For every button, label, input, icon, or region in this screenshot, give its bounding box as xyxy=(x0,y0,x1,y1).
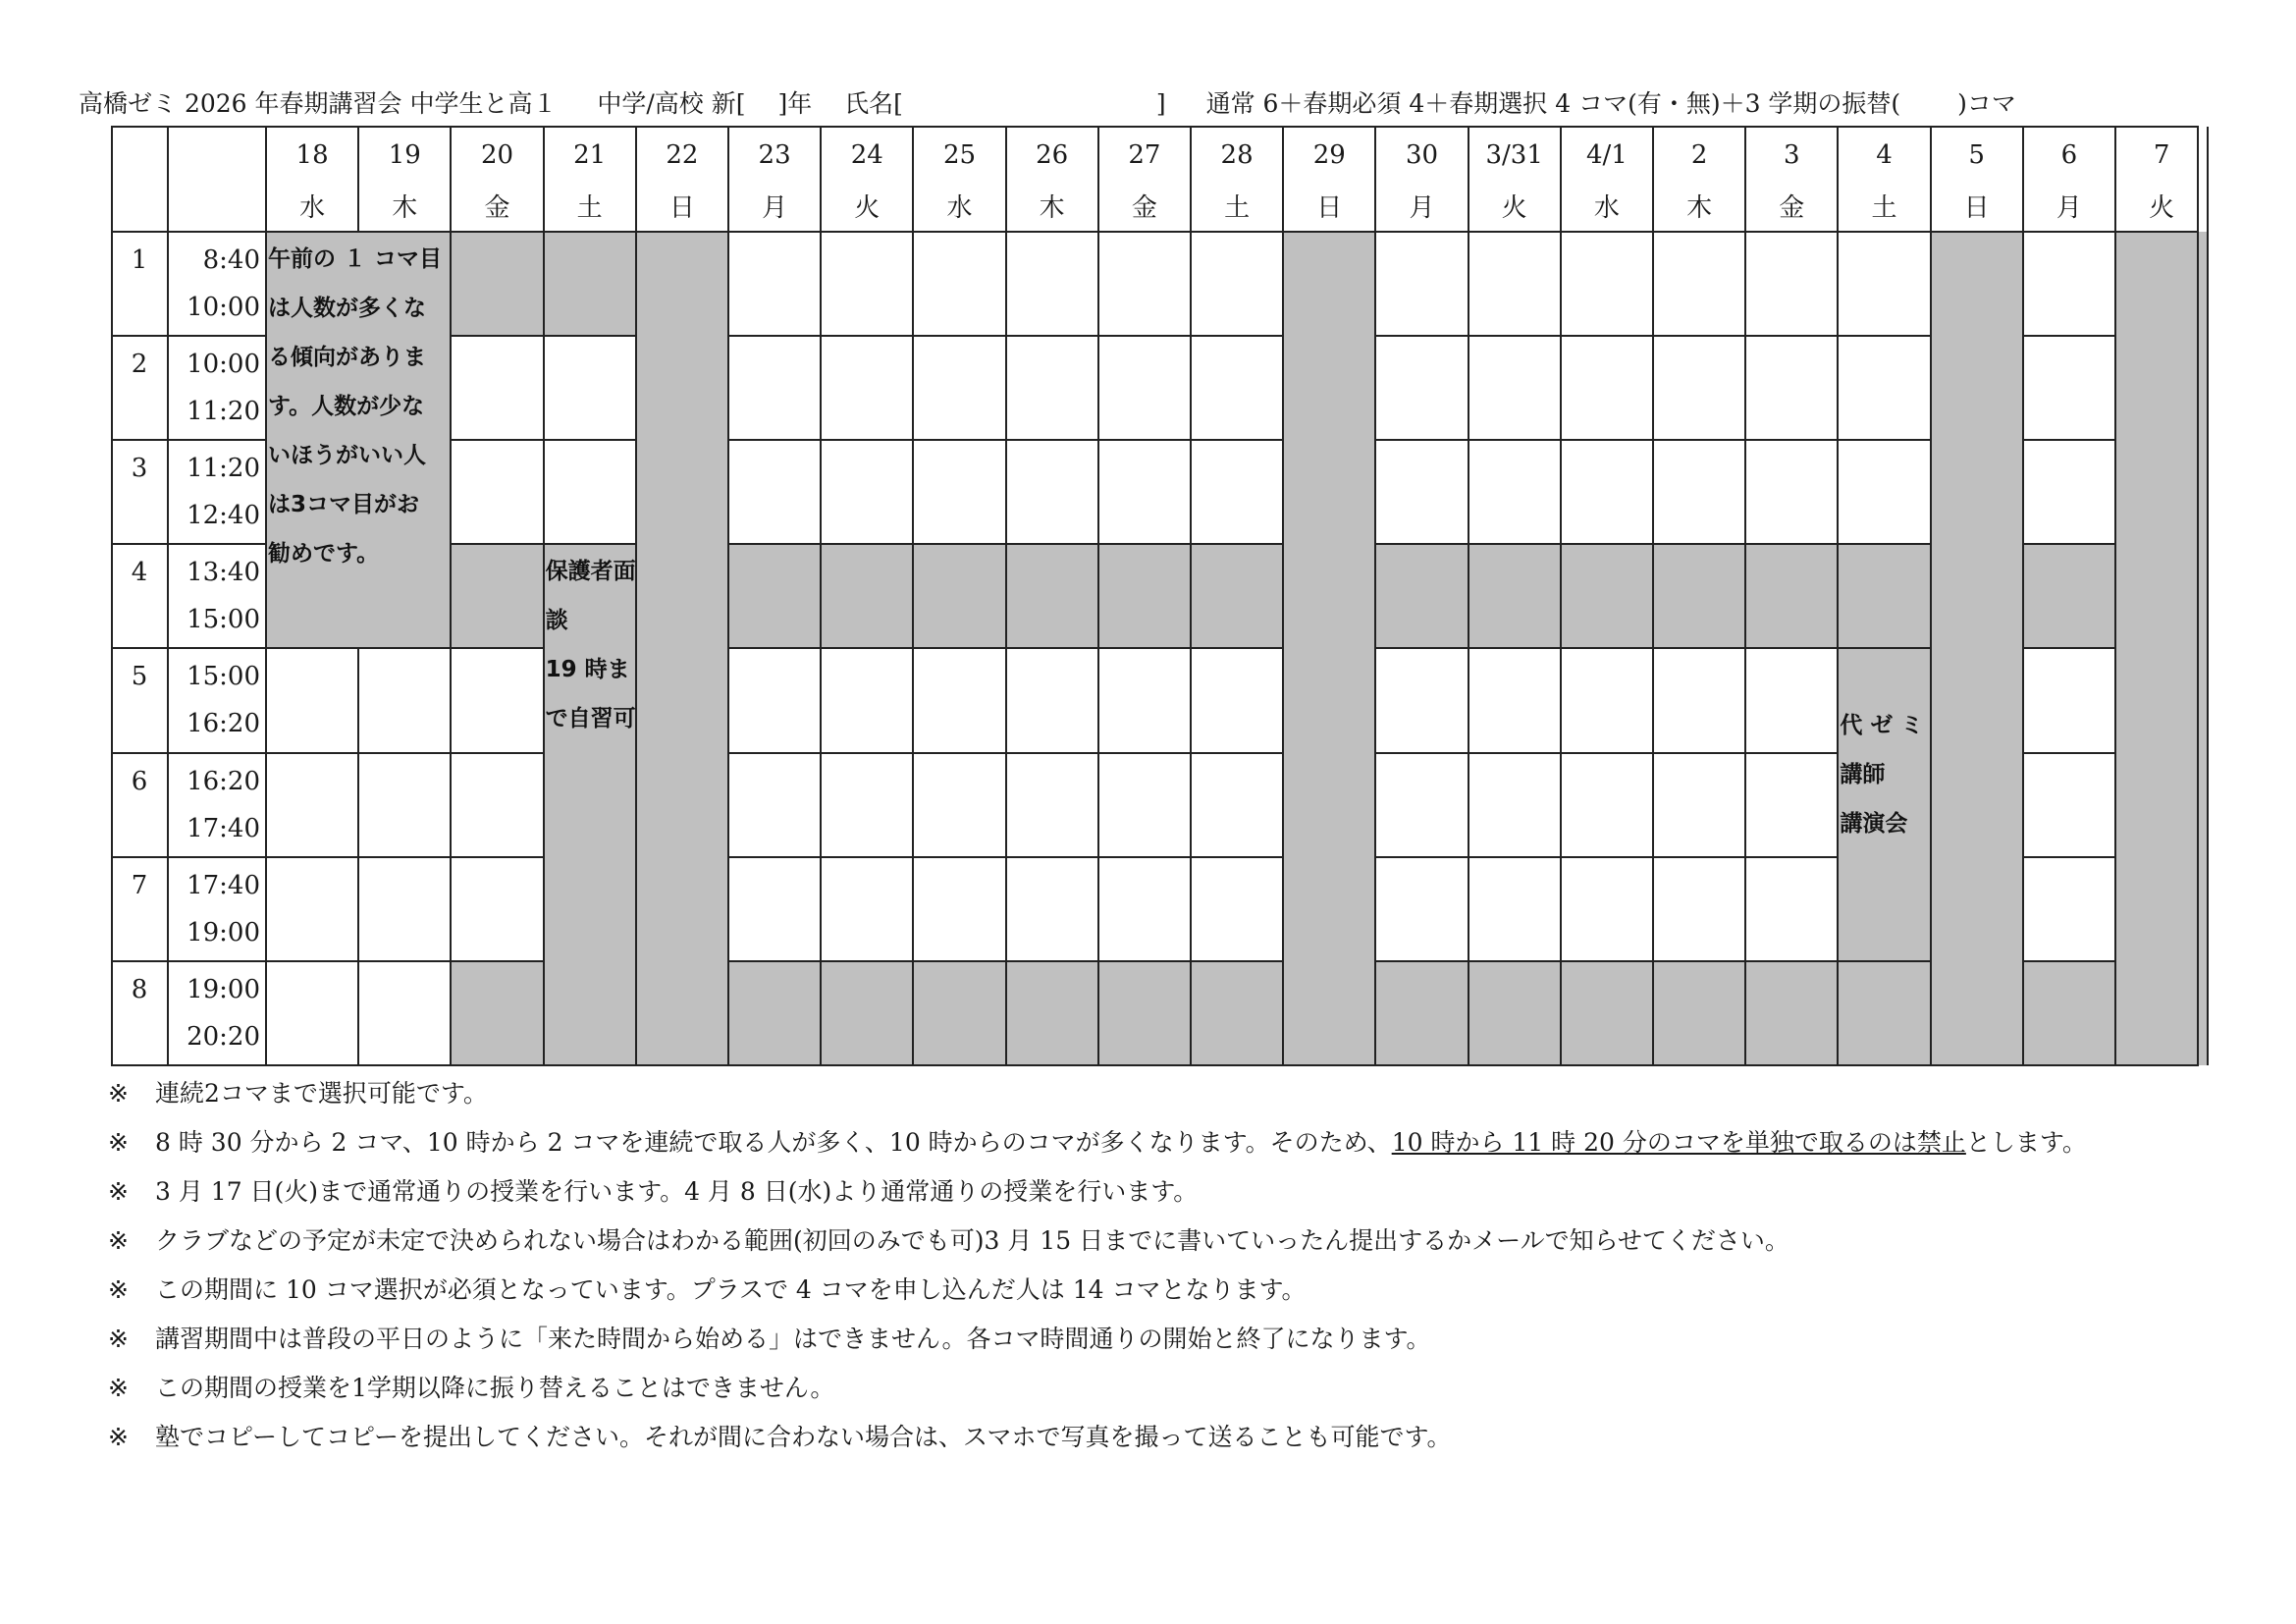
slot-cell[interactable] xyxy=(1375,232,1468,336)
day-date: 3 xyxy=(1784,140,1800,170)
grid-line xyxy=(111,126,2199,128)
shaded-lunch-cell xyxy=(1283,544,1375,648)
note-2: ※ 8 時 30 分から 2 コマ、10 時から 2 コマを連続で取る人が多く、10 時からのコマが多くなります。そのため、10 時から 11 時 20 分のコマを単独で取るのは禁止とします。 xyxy=(108,1128,2087,1157)
day-date: 27 xyxy=(1128,140,1161,170)
slot-cell[interactable] xyxy=(1375,857,1468,961)
period-number: 6 xyxy=(131,766,148,796)
slot-cell[interactable] xyxy=(1375,336,1468,440)
note-line: で自習可 xyxy=(545,706,636,732)
slot-cell[interactable] xyxy=(821,232,913,336)
note-line: は3コマ目がお xyxy=(268,492,420,517)
slot-cell[interactable] xyxy=(2023,753,2115,857)
note-line: 談 xyxy=(545,608,568,634)
period-start-time: 11:20 xyxy=(187,454,260,484)
note-line: いほうがいい人 xyxy=(268,443,426,468)
day-date: 20 xyxy=(480,140,514,170)
grid-line xyxy=(450,127,452,1065)
day-of-week: 月 xyxy=(762,193,788,223)
slot-cell[interactable] xyxy=(1561,440,1653,544)
shaded-evening-cell xyxy=(2115,961,2208,1065)
shaded-cell xyxy=(2115,232,2208,1065)
grid-line xyxy=(1282,127,1284,1065)
slot-cell[interactable] xyxy=(913,753,1005,857)
day-date: 24 xyxy=(850,140,883,170)
shaded-evening-cell xyxy=(821,961,913,1065)
day-date: 19 xyxy=(388,140,421,170)
grid-line xyxy=(1097,127,1099,1065)
day-of-week: 火 xyxy=(854,193,881,223)
guest-lecture-note xyxy=(1840,701,1923,848)
day-of-week: 土 xyxy=(1224,193,1251,223)
form-title: 高橋ゼミ 2026 年春期講習会 中学生と高１ xyxy=(79,89,558,118)
slot-cell[interactable] xyxy=(821,440,913,544)
slot-cell[interactable] xyxy=(1098,336,1191,440)
day-date: 4 xyxy=(1876,140,1893,170)
grid-line xyxy=(1652,127,1654,1065)
slot-cell[interactable] xyxy=(1745,648,1838,752)
day-date: 4/1 xyxy=(1585,140,1628,170)
slot-cell[interactable] xyxy=(728,232,821,336)
shaded-evening-cell xyxy=(1098,961,1191,1065)
slot-cell[interactable] xyxy=(1006,440,1098,544)
note-1: ※ 連続2コマまで選択可能です。 xyxy=(108,1079,488,1108)
note-8: ※ 塾でコピーしてコピーを提出してください。それが間に合わない場合は、スマホで写真を撮って送ることも可能です。 xyxy=(108,1423,1452,1451)
period-number: 8 xyxy=(131,974,148,1004)
shaded-evening-cell xyxy=(1283,961,1375,1065)
shaded-evening-cell xyxy=(1375,961,1468,1065)
slot-cell[interactable] xyxy=(1191,753,1283,857)
shaded-evening-cell xyxy=(1931,961,2023,1065)
slot-cell[interactable] xyxy=(358,857,451,961)
grid-line xyxy=(111,543,266,545)
day-date: 26 xyxy=(1036,140,1069,170)
slot-cell[interactable] xyxy=(728,857,821,961)
slot-cell[interactable] xyxy=(1561,753,1653,857)
slot-cell[interactable] xyxy=(1653,336,1745,440)
slot-cell[interactable] xyxy=(1653,232,1745,336)
slot-cell[interactable] xyxy=(913,440,1005,544)
period-end-time: 11:20 xyxy=(187,397,260,427)
slot-cell[interactable] xyxy=(821,753,913,857)
slot-cell[interactable] xyxy=(1745,232,1838,336)
slot-cell[interactable] xyxy=(1561,648,1653,752)
shaded-lunch-cell xyxy=(1838,544,1930,648)
slot-cell[interactable] xyxy=(1098,232,1191,336)
slot-cell[interactable] xyxy=(913,648,1005,752)
grid-line xyxy=(727,127,729,1065)
morning-crowd-note xyxy=(268,235,442,578)
grid-line xyxy=(2023,752,2115,754)
period-start-time: 10:00 xyxy=(187,350,260,380)
slot-cell[interactable] xyxy=(1006,336,1098,440)
parent-meeting-note xyxy=(546,547,636,743)
grid-line xyxy=(1930,127,1932,1065)
day-date: 5 xyxy=(1968,140,1985,170)
shaded-evening-cell xyxy=(1468,961,1561,1065)
period-number: 2 xyxy=(131,350,148,380)
grid-line xyxy=(1560,127,1562,1065)
grid-line xyxy=(1837,127,1839,1065)
slot-cell[interactable] xyxy=(1098,648,1191,752)
shaded-evening-cell xyxy=(1838,961,1930,1065)
slot-cell[interactable] xyxy=(451,440,543,544)
slot-cell[interactable] xyxy=(728,336,821,440)
slot-cell[interactable] xyxy=(358,648,451,752)
shaded-evening-cell xyxy=(1006,961,1098,1065)
grid-line xyxy=(1375,752,1838,754)
slot-cell[interactable] xyxy=(913,336,1005,440)
slot-cell[interactable] xyxy=(821,857,913,961)
shaded-lunch-cell xyxy=(1561,544,1653,648)
grid-line xyxy=(2022,127,2024,1065)
note-line: 午前の １ コマ目 xyxy=(268,246,443,272)
note-4: ※ クラブなどの予定が未定で決められない場合はわかる範囲(初回のみでも可)3 月 15 日までに書いていったん提出するかメールで知らせてください。 xyxy=(108,1226,1789,1255)
day-of-week: 火 xyxy=(1501,193,1527,223)
shaded-evening-cell xyxy=(1191,961,1283,1065)
shaded-lunch-cell xyxy=(1745,544,1838,648)
lesson-plan-summary[interactable]: 通常 6＋春期必須 4＋春期選択 4 コマ(有・無)＋3 学期の振替( )コマ xyxy=(1205,89,2016,118)
period-start-time: 19:00 xyxy=(187,974,260,1004)
period-start-time: 15:00 xyxy=(187,662,260,692)
slot-cell[interactable] xyxy=(1653,753,1745,857)
grid-line xyxy=(2023,439,2115,441)
slot-cell[interactable] xyxy=(451,648,543,752)
shaded-lunch-cell xyxy=(1653,544,1745,648)
slot-cell[interactable] xyxy=(1468,232,1561,336)
slot-cell[interactable] xyxy=(1745,857,1838,961)
shaded-lunch-cell xyxy=(913,544,1005,648)
slot-cell[interactable] xyxy=(1006,648,1098,752)
shaded-evening-cell xyxy=(1653,961,1745,1065)
slot-cell[interactable] xyxy=(1468,336,1561,440)
shaded-evening-cell xyxy=(2023,961,2115,1065)
slot-cell[interactable] xyxy=(544,440,636,544)
grid-line xyxy=(2023,647,2115,649)
period-number: 1 xyxy=(131,245,148,275)
slot-cell[interactable] xyxy=(544,336,636,440)
slot-cell[interactable] xyxy=(451,857,543,961)
period-number: 3 xyxy=(131,454,148,484)
shaded-sunday xyxy=(1283,232,1375,1065)
slot-cell[interactable] xyxy=(1838,336,1930,440)
grid-line xyxy=(111,335,266,337)
day-date: 21 xyxy=(573,140,607,170)
day-of-week: 日 xyxy=(668,193,695,223)
grid-line xyxy=(820,127,822,1065)
note-line: は人数が多くな xyxy=(268,296,426,321)
slot-cell[interactable] xyxy=(1653,648,1745,752)
slot-cell[interactable] xyxy=(913,857,1005,961)
slot-cell[interactable] xyxy=(1191,336,1283,440)
period-start-time: 16:20 xyxy=(187,766,260,796)
note-line: 講師 xyxy=(1840,762,1886,788)
slot-cell[interactable] xyxy=(913,232,1005,336)
day-of-week: 日 xyxy=(1963,193,1990,223)
period-end-time: 10:00 xyxy=(187,293,260,322)
slot-cell[interactable] xyxy=(1006,232,1098,336)
day-date: 23 xyxy=(758,140,791,170)
shaded-lunch-cell xyxy=(1931,544,2023,648)
note-line: 保護者面 xyxy=(545,559,636,585)
note-line: 勧めです。 xyxy=(268,541,380,567)
grid-line xyxy=(357,648,359,1065)
slot-cell[interactable] xyxy=(266,857,358,961)
period-end-time: 15:00 xyxy=(187,605,260,635)
grid-line xyxy=(111,647,544,649)
grid-line xyxy=(1468,127,1469,1065)
day-of-week: 日 xyxy=(1316,193,1343,223)
grid-line xyxy=(2197,127,2199,1065)
shaded-evening-cell xyxy=(1561,961,1653,1065)
shaded-lunch-cell xyxy=(1098,544,1191,648)
slot-cell[interactable] xyxy=(451,336,543,440)
shaded-lunch-cell xyxy=(1375,544,1468,648)
slot-cell[interactable] xyxy=(728,440,821,544)
slot-cell[interactable] xyxy=(2023,336,2115,440)
slot-cell[interactable] xyxy=(1838,232,1930,336)
grid-line xyxy=(1190,127,1192,1065)
slot-cell[interactable] xyxy=(1191,857,1283,961)
slot-cell[interactable] xyxy=(1653,440,1745,544)
day-date: 2 xyxy=(1690,140,1708,170)
period-end-time: 17:40 xyxy=(187,813,260,843)
slot-cell[interactable] xyxy=(266,753,358,857)
note-3: ※ 3 月 17 日(火)まで通常通りの授業を行います。4 月 8 日(水)より通常通りの授業を行います。 xyxy=(108,1177,1199,1206)
slot-cell[interactable] xyxy=(1098,440,1191,544)
grid-line xyxy=(111,231,2199,233)
day-of-week: 火 xyxy=(2149,193,2175,223)
day-of-week: 金 xyxy=(484,193,510,223)
grid-line xyxy=(2023,960,2115,962)
shaded-lunch-cell xyxy=(1468,544,1561,648)
grid-line xyxy=(543,127,545,1065)
slot-cell[interactable] xyxy=(1191,232,1283,336)
period-start-time: 13:40 xyxy=(187,558,260,588)
slot-cell[interactable] xyxy=(821,336,913,440)
slot-cell[interactable] xyxy=(358,961,451,1065)
schedule-grid xyxy=(111,127,2199,1065)
shaded-lunch-cell xyxy=(1006,544,1098,648)
slot-cell[interactable] xyxy=(1191,648,1283,752)
day-date: 6 xyxy=(2060,140,2078,170)
shaded-lunch-cell xyxy=(1191,544,1283,648)
period-end-time: 12:40 xyxy=(187,501,260,531)
shaded-lunch-cell xyxy=(2115,544,2208,648)
slot-cell[interactable] xyxy=(1561,232,1653,336)
note-line: 講演会 xyxy=(1840,811,1908,838)
shaded-sunday xyxy=(1931,232,2023,1065)
note-line: す。人数が少な xyxy=(268,394,425,419)
period-end-time: 16:20 xyxy=(187,709,260,739)
day-date: 22 xyxy=(666,140,699,170)
slot-cell[interactable] xyxy=(1006,857,1098,961)
slot-cell[interactable] xyxy=(1468,648,1561,752)
grid-line xyxy=(1005,127,1007,1065)
note-5: ※ この期間に 10 コマ選択が必須となっています。プラスで 4 コマを申し込んだ人は 14 コマとなります。 xyxy=(108,1275,1307,1304)
day-of-week: 月 xyxy=(1409,193,1435,223)
shaded-cell xyxy=(451,961,543,1065)
grid-line xyxy=(2023,543,2115,545)
shaded-cell xyxy=(451,232,543,336)
form-header xyxy=(79,84,2238,124)
grid-line xyxy=(912,127,914,1065)
slot-cell[interactable] xyxy=(1191,440,1283,544)
day-of-week: 土 xyxy=(576,193,603,223)
grid-line xyxy=(2023,335,2115,337)
shaded-cell xyxy=(544,232,636,336)
slot-cell[interactable] xyxy=(2023,232,2115,336)
slot-cell[interactable] xyxy=(266,961,358,1065)
grid-line xyxy=(2023,856,2115,858)
shaded-lunch-cell xyxy=(821,544,913,648)
period-end-time: 19:00 xyxy=(187,917,260,947)
slot-cell[interactable] xyxy=(821,648,913,752)
slot-cell[interactable] xyxy=(2023,857,2115,961)
slot-cell[interactable] xyxy=(1375,648,1468,752)
slot-cell[interactable] xyxy=(1375,753,1468,857)
day-date: 25 xyxy=(942,140,977,170)
grid-line xyxy=(111,960,544,962)
day-date: 30 xyxy=(1405,140,1439,170)
grid-line xyxy=(2114,127,2116,1065)
slot-cell[interactable] xyxy=(1561,336,1653,440)
slot-cell[interactable] xyxy=(1098,857,1191,961)
slot-cell[interactable] xyxy=(1745,753,1838,857)
slot-cell[interactable] xyxy=(1468,440,1561,544)
day-date: 29 xyxy=(1312,140,1346,170)
day-of-week: 水 xyxy=(946,193,973,223)
day-of-week: 土 xyxy=(1871,193,1897,223)
period-end-time: 20:20 xyxy=(187,1021,260,1052)
slot-cell[interactable] xyxy=(451,753,543,857)
grid-line xyxy=(111,1064,2199,1066)
day-of-week: 月 xyxy=(2056,193,2082,223)
period-start-time: 17:40 xyxy=(187,870,260,900)
period-number: 5 xyxy=(131,662,148,692)
grid-line xyxy=(1375,856,1838,858)
day-date: 28 xyxy=(1220,140,1254,170)
period-number: 4 xyxy=(131,558,148,588)
day-date: 7 xyxy=(2153,140,2170,170)
day-of-week: 金 xyxy=(1779,193,1805,223)
shaded-lunch-cell xyxy=(2023,544,2115,648)
note-2-rule: 10 時から 11 時 20 分のコマを単独で取るのは禁止 xyxy=(1391,1128,1966,1157)
grid-line xyxy=(265,127,267,1065)
slot-cell[interactable] xyxy=(1838,440,1930,544)
slot-cell[interactable] xyxy=(2023,440,2115,544)
period-start-time: 8:40 xyxy=(202,245,260,275)
slot-cell[interactable] xyxy=(1098,753,1191,857)
day-of-week: 木 xyxy=(1039,193,1065,223)
slot-cell[interactable] xyxy=(1006,753,1098,857)
shaded-cell xyxy=(451,544,543,648)
note-line: 代 ゼ ミ xyxy=(1840,713,1924,739)
student-name-label[interactable]: 氏名[ xyxy=(844,89,903,118)
shaded-evening-cell xyxy=(1745,961,1838,1065)
shaded-evening-cell xyxy=(913,961,1005,1065)
slot-cell[interactable] xyxy=(1745,336,1838,440)
shaded-sunday xyxy=(636,232,728,1065)
day-date: 3/31 xyxy=(1485,140,1543,170)
day-of-week: 水 xyxy=(1593,193,1620,223)
grid-line xyxy=(1744,127,1746,1065)
slot-cell[interactable] xyxy=(1653,857,1745,961)
school-year-field[interactable]: 中学/高校 新[ ]年 xyxy=(597,89,813,118)
slot-cell[interactable] xyxy=(2023,648,2115,752)
grid-line xyxy=(111,752,544,754)
note-line: 19 時ま xyxy=(545,657,630,683)
note-line: る傾向がありま xyxy=(268,345,426,370)
shaded-lunch-cell xyxy=(728,544,821,648)
period-number: 7 xyxy=(131,870,148,900)
slot-cell[interactable] xyxy=(1375,440,1468,544)
slot-cell[interactable] xyxy=(1468,857,1561,961)
grid-line xyxy=(2207,127,2209,1065)
slot-cell[interactable] xyxy=(1561,857,1653,961)
day-of-week: 木 xyxy=(1686,193,1713,223)
day-of-week: 金 xyxy=(1131,193,1157,223)
slot-cell[interactable] xyxy=(728,648,821,752)
day-of-week: 木 xyxy=(392,193,418,223)
slot-cell[interactable] xyxy=(728,753,821,857)
student-name-close: ] xyxy=(1155,89,1166,118)
grid-line xyxy=(111,856,544,858)
slot-cell[interactable] xyxy=(1468,753,1561,857)
slot-cell[interactable] xyxy=(358,753,451,857)
slot-cell[interactable] xyxy=(1745,440,1838,544)
shaded-evening-cell xyxy=(728,961,821,1065)
note-6: ※ 講習期間中は普段の平日のように「来た時間から始める」はできません。各コマ時間通りの開始と終了になります。 xyxy=(108,1325,1431,1353)
grid-line xyxy=(111,439,266,441)
slot-cell[interactable] xyxy=(266,648,358,752)
grid-line xyxy=(1374,127,1376,1065)
note-7: ※ この期間の授業を1学期以降に振り替えることはできません。 xyxy=(108,1374,835,1402)
day-of-week: 水 xyxy=(299,193,326,223)
day-date: 18 xyxy=(295,140,329,170)
